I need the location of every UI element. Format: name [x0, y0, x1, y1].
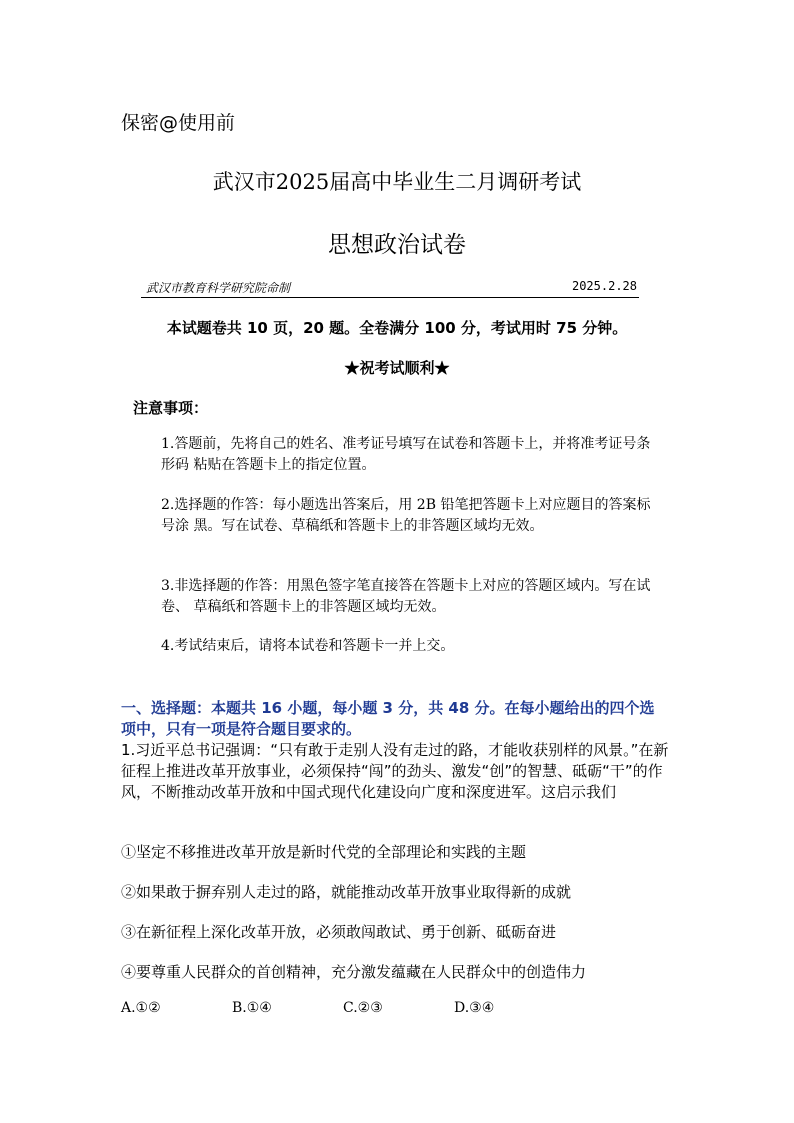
paper-title: 思想政治试卷 — [328, 232, 466, 258]
notice-item-text: 3.非选择题的作答：用黑色签字笔直接答在答题卡上对应的答题区域内。写在试卷、 草稿纸和答题卡上的非答题区域均无效。 — [161, 578, 651, 615]
notice-item-text: 1.答题前，先将自己的姓名、准考证号填写在试卷和答题卡上，并将准考证号条形码 粘贴在答题卡上的指定位置。 — [161, 436, 651, 473]
statement-item: ①坚定不移推进改革开放是新时代党的全部理论和实践的主题 — [121, 843, 527, 861]
statement-item: ④要尊重人民群众的首创精神，充分激发蕴藏在人民群众中的创造伟力 — [121, 963, 587, 981]
notice-item-text: 2.选择题的作答：每小题选出答案后，用 2B 铅笔把答题卡上对应题目的答案标号涂 黑。写在试卷、草稿纸和答题卡上的非答题区域均无效。 — [161, 497, 651, 534]
choice-a: A.①② — [121, 1000, 161, 1016]
question-stem: 1.习近平总书记强调：“只有敢于走别人没有走过的路，才能收获别样的风景。”在新征程上推进改革开放事业，必须保持“闯”的劲头、激发“创”的智慧、砥砺“干”的作风，不断推动改革开放和中国式现代化建设向广度和深度进军。这启示我们 — [121, 741, 669, 801]
good-luck-line: ★祝考试顺利★ — [344, 359, 450, 377]
notice-item-text: 4.考试结束后，请将本试卷和答题卡一并上交。 — [161, 638, 455, 654]
notice-item — [131, 576, 661, 618]
issuer-text: 武汉市教育科学研究院命制 — [146, 281, 291, 295]
exam-title: 武汉市2025届高中毕业生二月调研考试 — [212, 170, 582, 194]
choice-b: B.①④ — [232, 1000, 272, 1016]
statement-item: ③在新征程上深化改革开放，必须敢闯敢试、勇于创新、砥砺奋进 — [121, 923, 557, 941]
notice-item — [131, 636, 661, 657]
notice-item — [131, 495, 661, 537]
notice-item — [131, 434, 661, 476]
exam-info-line: 本试题卷共 10 页，20 题。全卷满分 100 分，考试用时 75 分钟。 — [166, 319, 628, 337]
choice-c: C.②③ — [343, 1000, 383, 1016]
issuer-line — [141, 279, 639, 298]
choice-d: D.③④ — [454, 1000, 495, 1016]
confidential-label: 保密@使用前 — [121, 112, 236, 134]
section-heading: 一、选择题：本题共 16 小题，每小题 3 分，共 48 分。在每小题给出的四个选项中，只有一项是符合题目要求的。 — [121, 699, 655, 738]
exam-date: 2025.2.28 — [571, 279, 637, 293]
notice-heading: 注意事项： — [133, 399, 209, 417]
statement-item: ②如果敢于摒弃别人走过的路，就能推动改革开放事业取得新的成就 — [121, 883, 572, 901]
